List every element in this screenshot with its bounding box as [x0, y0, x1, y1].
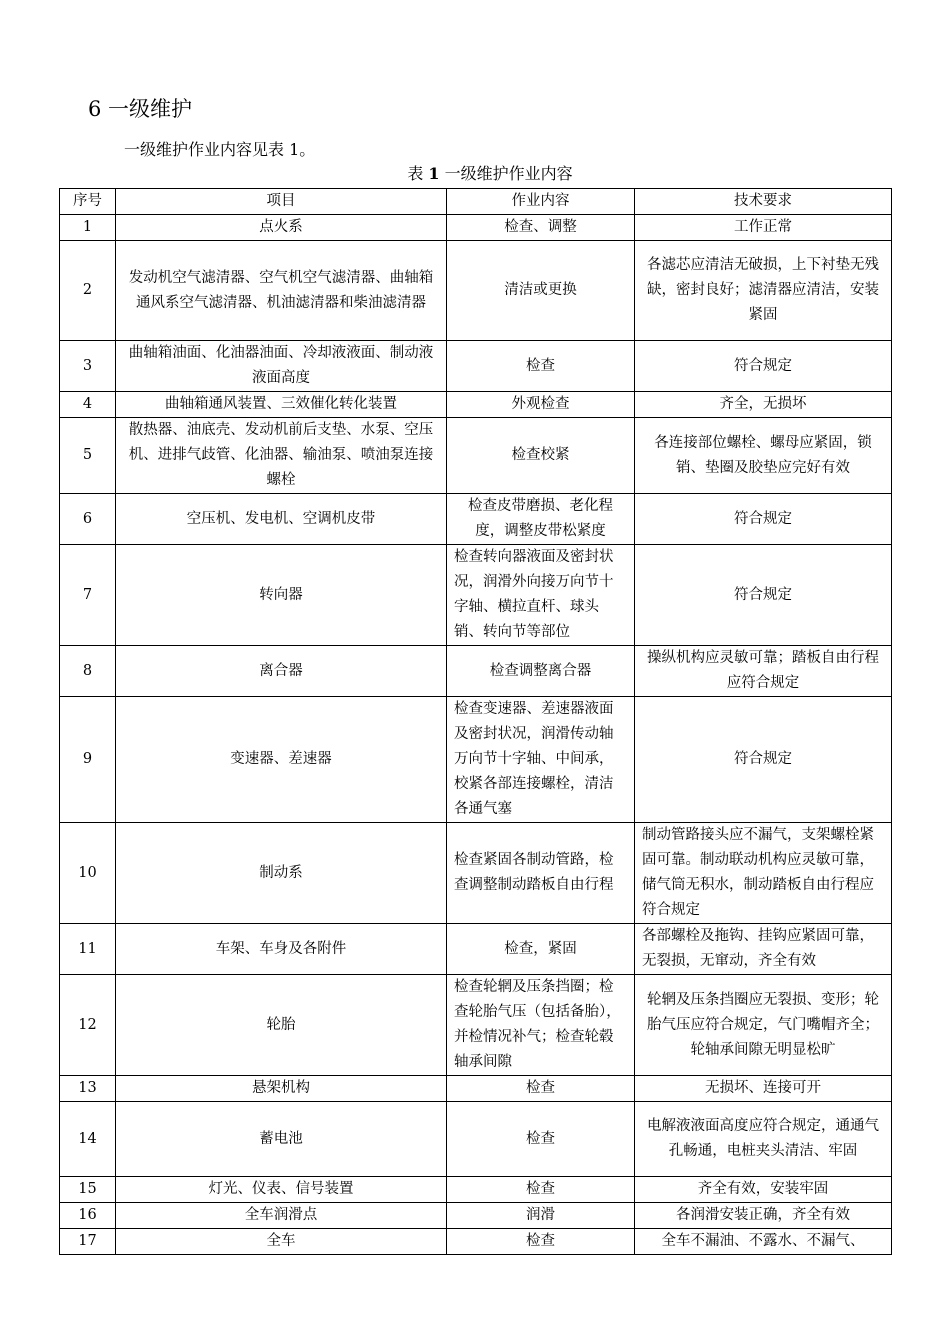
row-item: 全车 [116, 1229, 447, 1255]
table-row [60, 1076, 892, 1102]
table-row [60, 341, 892, 392]
row-req: 符合规定 [635, 341, 892, 392]
caption-prefix: 表 [407, 164, 424, 183]
section-heading: 6 一级维护 [88, 97, 193, 121]
row-item: 曲轴箱通风装置、三效催化转化装置 [116, 392, 447, 418]
caption-title: 一级维护作业内容 [444, 164, 573, 183]
table-row [60, 697, 892, 823]
table-caption [0, 162, 950, 186]
table-row [60, 975, 892, 1076]
table-row [60, 545, 892, 646]
header-no: 序号 [60, 189, 116, 215]
table-header-row [60, 189, 892, 215]
row-work: 检查皮带磨损、老化程度，调整皮带松紧度 [447, 494, 635, 545]
row-req: 制动管路接头应不漏气，支架螺栓紧固可靠。制动联动机构应灵敏可靠，储气筒无积水，制动踏板自由行程应符合规定 [635, 823, 892, 924]
row-item: 转向器 [116, 545, 447, 646]
table-row [60, 392, 892, 418]
row-work: 检查 [447, 341, 635, 392]
table-row [60, 924, 892, 975]
row-item: 曲轴箱油面、化油器油面、冷却液液面、制动液液面高度 [116, 341, 447, 392]
row-req: 符合规定 [635, 494, 892, 545]
row-work: 检查轮辋及压条挡圈；检查轮胎气压（包括备胎），并检情况补气；检查轮毂轴承间隙 [447, 975, 635, 1076]
row-item: 全车润滑点 [116, 1203, 447, 1229]
row-no: 17 [60, 1229, 116, 1255]
table-row [60, 215, 892, 241]
row-req: 全车不漏油、不露水、不漏气、 [635, 1229, 892, 1255]
row-work: 检查紧固各制动管路，检查调整制动踏板自由行程 [447, 823, 635, 924]
row-work: 检查 [447, 1102, 635, 1177]
row-item: 空压机、发电机、空调机皮带 [116, 494, 447, 545]
caption-number: 1 [428, 164, 440, 183]
row-req: 工作正常 [635, 215, 892, 241]
row-work: 清洁或更换 [447, 241, 635, 341]
row-item: 蓄电池 [116, 1102, 447, 1177]
header-item: 项目 [116, 189, 447, 215]
row-work: 检查 [447, 1076, 635, 1102]
row-item: 轮胎 [116, 975, 447, 1076]
row-item: 变速器、差速器 [116, 697, 447, 823]
header-req: 技术要求 [635, 189, 892, 215]
row-item: 离合器 [116, 646, 447, 697]
row-req: 操纵机构应灵敏可靠；踏板自由行程应符合规定 [635, 646, 892, 697]
row-item: 散热器、油底壳、发动机前后支垫、水泵、空压机、进排气歧管、化油器、输油泵、喷油泵连接螺栓 [116, 418, 447, 494]
row-no: 3 [60, 341, 116, 392]
table-row [60, 418, 892, 494]
row-work: 检查调整离合器 [447, 646, 635, 697]
row-item: 车架、车身及各附件 [116, 924, 447, 975]
table-row [60, 1177, 892, 1203]
row-no: 4 [60, 392, 116, 418]
row-item: 制动系 [116, 823, 447, 924]
table-row [60, 1203, 892, 1229]
row-no: 9 [60, 697, 116, 823]
row-work: 检查变速器、差速器液面及密封状况，润滑传动轴万向节十字轴、中间承，校紧各部连接螺栓，清洁各通气塞 [447, 697, 635, 823]
row-req: 符合规定 [635, 545, 892, 646]
table-row [60, 823, 892, 924]
header-work: 作业内容 [447, 189, 635, 215]
row-req: 轮辋及压条挡圈应无裂损、变形；轮胎气压应符合规定，气门嘴帽齐全；轮轴承间隙无明显松旷 [635, 975, 892, 1076]
row-no: 2 [60, 241, 116, 341]
row-no: 6 [60, 494, 116, 545]
row-no: 5 [60, 418, 116, 494]
row-no: 11 [60, 924, 116, 975]
row-work: 检查 [447, 1177, 635, 1203]
row-req: 各连接部位螺栓、螺母应紧固，锁销、垫圈及胶垫应完好有效 [635, 418, 892, 494]
row-no: 14 [60, 1102, 116, 1177]
row-req: 无损坏、连接可开 [635, 1076, 892, 1102]
row-work: 外观检查 [447, 392, 635, 418]
table-row [60, 1102, 892, 1177]
row-no: 10 [60, 823, 116, 924]
row-no: 13 [60, 1076, 116, 1102]
table-row [60, 646, 892, 697]
row-item: 发动机空气滤清器、空气机空气滤清器、曲轴箱通风系空气滤清器、机油滤清器和柴油滤清器 [116, 241, 447, 341]
maintenance-table [59, 188, 892, 1255]
intro-paragraph: 一级维护作业内容见表 1。 [124, 140, 316, 159]
row-req: 各部螺栓及拖钩、挂钩应紧固可靠，无裂损，无窜动，齐全有效 [635, 924, 892, 975]
row-no: 16 [60, 1203, 116, 1229]
table-row [60, 241, 892, 341]
row-req: 电解液液面高度应符合规定，通通气孔畅通，电桩夹头清洁、牢固 [635, 1102, 892, 1177]
row-req: 符合规定 [635, 697, 892, 823]
row-no: 8 [60, 646, 116, 697]
row-item: 点火系 [116, 215, 447, 241]
row-no: 1 [60, 215, 116, 241]
row-work: 检查校紧 [447, 418, 635, 494]
row-item: 悬架机构 [116, 1076, 447, 1102]
row-work: 检查、调整 [447, 215, 635, 241]
table-row [60, 494, 892, 545]
row-work: 检查 [447, 1229, 635, 1255]
row-work: 检查转向器液面及密封状况，润滑外向接万向节十字轴、横拉直杆、球头销、转向节等部位 [447, 545, 635, 646]
table-row [60, 1229, 892, 1255]
row-no: 12 [60, 975, 116, 1076]
row-req: 齐全，无损坏 [635, 392, 892, 418]
row-work: 检查，紧固 [447, 924, 635, 975]
row-no: 15 [60, 1177, 116, 1203]
row-item: 灯光、仪表、信号装置 [116, 1177, 447, 1203]
row-no: 7 [60, 545, 116, 646]
row-req: 各润滑安装正确，齐全有效 [635, 1203, 892, 1229]
row-req: 各滤芯应清洁无破损，上下衬垫无残缺，密封良好；滤清器应清洁，安装紧固 [635, 241, 892, 341]
row-work: 润滑 [447, 1203, 635, 1229]
row-req: 齐全有效，安装牢固 [635, 1177, 892, 1203]
